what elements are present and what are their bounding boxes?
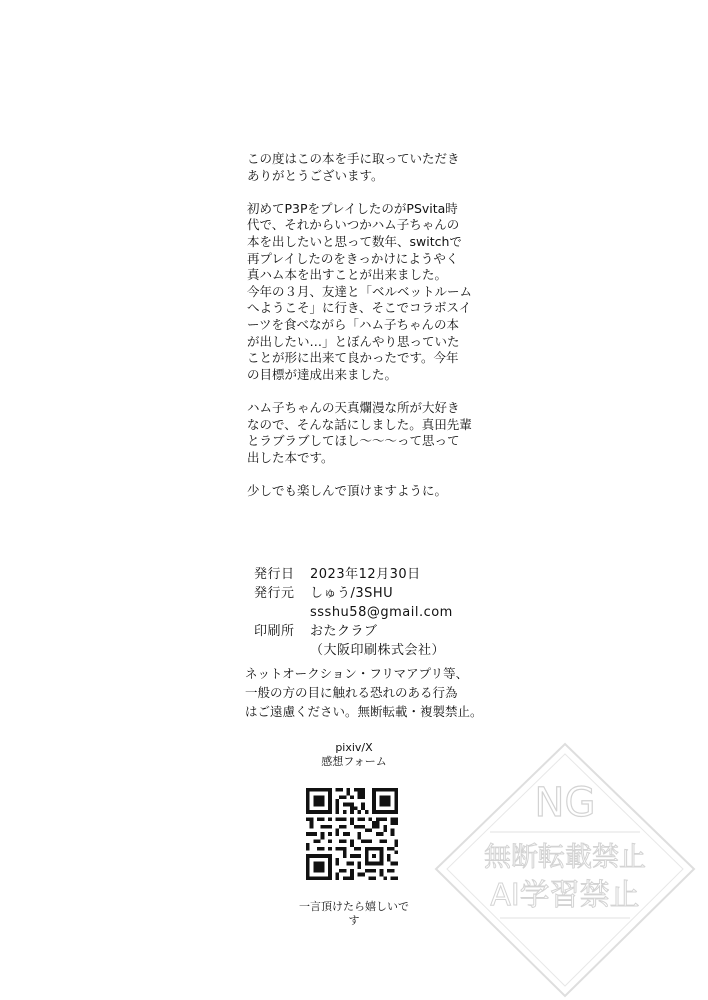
- colophon-row-printer: [254, 622, 453, 641]
- date-label: 発行日: [254, 567, 295, 582]
- email-address: ssshu58@gmail.com: [310, 605, 453, 620]
- no-repost-stamp: [430, 738, 700, 1000]
- afterword-paragraph-1: この度はこの本を手に取っていただき ありがとうございます。: [247, 151, 460, 183]
- reproduction-notice: [245, 664, 483, 721]
- date-value: 2023年12月30日: [310, 567, 421, 582]
- notice-line-1: ネットオークション・フリマアプリ等、: [245, 666, 469, 681]
- qr-caption: [294, 741, 414, 769]
- stamp-line-1: 無断転載禁止: [484, 842, 646, 873]
- stamp-title: NG: [534, 780, 596, 826]
- stamp-line-2: AI学習禁止: [490, 878, 640, 913]
- qr-footer-text: 一言頂けたら嬉しいです: [299, 900, 409, 927]
- colophon-row-email: [254, 603, 453, 622]
- printer-company: （大阪印刷株式会社）: [310, 643, 446, 658]
- printer-label: 印刷所: [254, 624, 295, 639]
- colophon: [254, 565, 453, 660]
- afterword: [247, 151, 487, 516]
- colophon-row-printer-company: [254, 641, 453, 660]
- qr-caption-line-1: pixiv/X: [335, 741, 373, 754]
- printer-value: おたクラブ: [310, 624, 378, 639]
- publisher-label: 発行元: [254, 586, 295, 601]
- qr-code-icon: [306, 788, 398, 880]
- afterword-paragraph-4: 少しでも楽しんで頂けますように。: [247, 482, 448, 498]
- afterword-paragraph-3: ハム子ちゃんの天真爛漫な所が大好き なので、そんな話にしました。真田先輩 とラブラブしてほし〜〜〜って思って 出した本です。: [247, 399, 472, 465]
- qr-caption-line-2: 感想フォーム: [321, 755, 387, 768]
- qr-code[interactable]: [306, 788, 398, 880]
- notice-line-3: はご遠慮ください。無断転載・複製禁止。: [245, 704, 483, 719]
- publisher-value: しゅう/3SHU: [310, 586, 394, 601]
- colophon-row-publisher: [254, 584, 453, 603]
- ng-stamp-icon: [430, 738, 700, 1000]
- colophon-row-date: [254, 565, 453, 584]
- afterword-paragraph-2: 初めてP3PをプレイしたのがPSvita時 代で、それからいつかハム子ちゃんの 本を出したいと思って数年、switchで 再プレイしたのをきっかけにようやく 真ハム本を出すことが出来ました。 今年の３月、友達と「ベルベットルーム へようこそ」に行き、そこでコラボスイ ーツを食べながら「ハム子ちゃんの本 が出したい…」とぼんやり思っていた ことが形に出来て良かったです。今年 の目標が達成出来ました。: [247, 200, 473, 382]
- notice-line-2: 一般の方の目に触れる恐れのある行為: [245, 685, 458, 700]
